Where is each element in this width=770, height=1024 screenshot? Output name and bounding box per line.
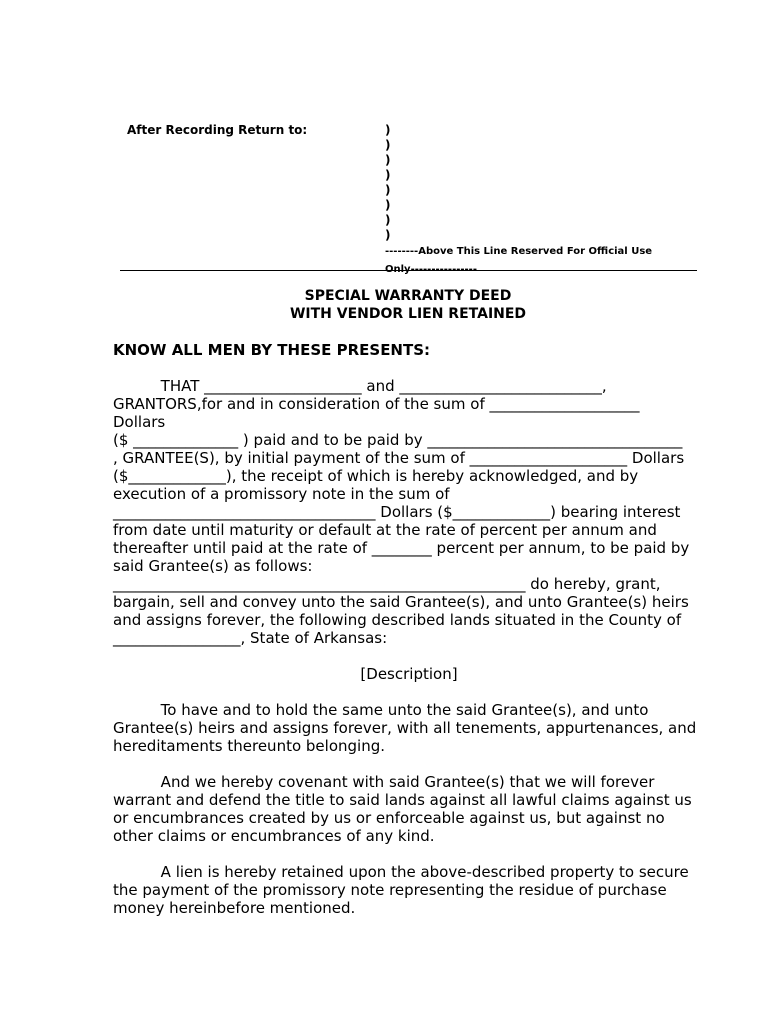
body-line: hereditaments thereunto belonging. [113,737,385,755]
body-line: the payment of the promissory note representing the residue of purchase [113,881,667,899]
body-line: execution of a promissory note in the sum of [113,485,450,503]
body-line: Grantee(s) heirs and assigns forever, with all tenements, appurtenances, and [113,719,697,737]
bracket-line: ) [385,228,391,242]
body-line: GRANTORS,for and in consideration of the sum of ____________________ [113,395,640,413]
paragraph-lien [113,863,705,917]
bracket-line: ) [385,123,391,137]
body-line: ($ ______________ ) paid and to be paid by __________________________________ [113,431,683,449]
description-placeholder: [Description] [360,665,458,683]
bracket-line: ) [385,213,391,227]
body-line: thereafter until paid at the rate of ________ percent per annum, to be paid by [113,539,690,557]
body-line: money hereinbefore mentioned. [113,899,356,917]
paragraph-warranty [113,773,705,845]
bracket-line: ) [385,138,391,152]
bracket-line: ) [385,183,391,197]
notice-line-1: --------Above This Line Reserved For Official Use [385,246,653,257]
body-line: from date until maturity or default at the rate of percent per annum and [113,521,657,539]
bracket-line: ) [385,198,391,212]
official-use-notice [385,245,685,281]
body-line: THAT _____________________ and ___________________________, [113,377,607,395]
body-line: To have and to hold the same unto the said Grantee(s), and unto [113,701,649,719]
body-line: and assigns forever, the following described lands situated in the County of [113,611,682,629]
title-line-2: WITH VENDOR LIEN RETAINED [289,306,527,322]
body-line: , GRANTEE(S), by initial payment of the sum of _____________________ Dollars [113,449,685,467]
body-line: warrant and defend the title to said lands against all lawful claims against us [113,791,692,809]
intro-heading: KNOW ALL MEN BY THESE PRESENTS: [113,341,431,359]
body-line: _________________, State of Arkansas: [113,629,388,647]
body-line: bargain, sell and convey unto the said Grantee(s), and unto Grantee(s) heirs [113,593,689,611]
body-line: And we hereby covenant with said Grantee(s) that we will forever [113,773,655,791]
return-label: After Recording Return to: [127,123,308,137]
body-line: Dollars [113,413,166,431]
body-line: ___________________________________ Dollars ($_____________) bearing interest [113,503,681,521]
notice-line-2: Only---------------- [385,264,477,275]
body-line: ($_____________), the receipt of which is hereby acknowledged, and by [113,467,639,485]
paragraph-habendum [113,701,705,755]
bracket-line: ) [385,168,391,182]
recording-bracket [385,123,390,243]
document-title [113,287,703,323]
body-line: said Grantee(s) as follows: [113,557,313,575]
paragraph-conveyance [113,377,705,647]
bracket-line: ) [385,153,391,167]
body-line: A lien is hereby retained upon the above-described property to secure [113,863,689,881]
title-line-1: SPECIAL WARRANTY DEED [304,288,512,304]
deed-body [113,377,705,917]
header-divider [120,270,697,271]
body-line: _______________________________________________________ do hereby, grant, [113,575,661,593]
body-line: other claims or encumbrances of any kind. [113,827,435,845]
body-line: or encumbrances created by us or enforceable against us, but against no [113,809,665,827]
